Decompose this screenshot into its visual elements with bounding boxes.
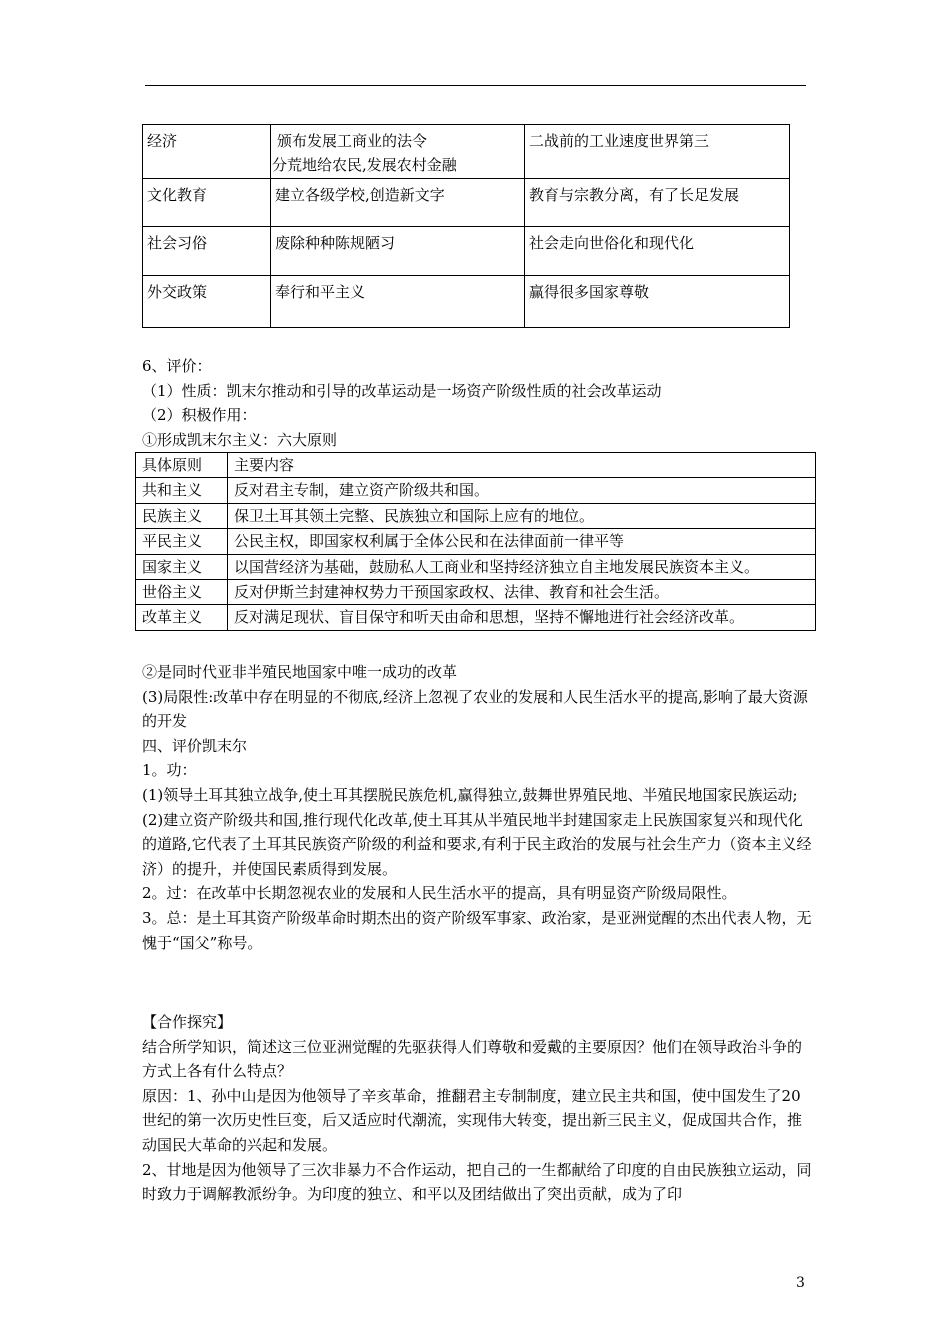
table-cell: 经济	[143, 125, 271, 179]
table-cell: 平民主义	[136, 529, 228, 554]
cooperation-heading: 【合作探究】	[142, 1013, 233, 1031]
merit-paragraph: (1)领导土耳其独立战争,使土耳其摆脱民族危机,赢得独立,鼓舞世界殖民地、半殖民地国家民族运动;	[142, 785, 798, 804]
table-row	[143, 227, 790, 276]
table-cell: 教育与宗教分离，有了长足发展	[525, 179, 790, 227]
table-row	[136, 554, 816, 579]
nature-paragraph: （1）性质：凯末尔推动和引导的改革运动是一场资产阶级性质的社会改革运动	[142, 381, 662, 400]
page-number: 3	[796, 1275, 805, 1291]
kemalism-line: ①形成凯末尔主义：六大原则	[142, 430, 338, 449]
table-row	[136, 580, 816, 605]
table-cell: 建立各级学校,创造新文字	[271, 179, 525, 227]
table-cell: 文化教育	[143, 179, 271, 227]
table-cell: 二战前的工业速度世界第三	[525, 125, 790, 179]
body-text	[142, 660, 812, 955]
table-cell: 奉行和平主义	[271, 276, 525, 328]
header-rule	[145, 85, 806, 86]
positive-heading: （2）积极作用：	[142, 406, 257, 425]
measure-line: 分荒地给农民,发展农村金融	[272, 156, 457, 174]
limitation-paragraph: (3)局限性:改革中存在明显的不彻底,经济上忽视了农业的发展和人民生活水平的提高,影响了最大资源的开发	[142, 687, 808, 731]
table-cell: 民族主义	[136, 503, 228, 528]
table-row	[136, 529, 816, 554]
table-header-cell: 具体原则	[136, 453, 228, 478]
table-row	[136, 605, 816, 630]
cooperation-section	[142, 1010, 812, 1207]
table-cell: 公民主权，即国家权利属于全体公民和在法律面前一律平等	[228, 529, 816, 554]
table-cell: 共和主义	[136, 478, 228, 503]
evaluation-section	[142, 354, 812, 452]
table-cell: 以国营经济为基础，鼓励私人工商业和坚持经济独立自主地发展民族资本主义。	[228, 554, 816, 579]
reason-paragraph: 2、甘地是因为他领导了三次非暴力不合作运动，把自己的一生都献给了印度的自由民族独立运动，同时致力于调解教派纷争。为印度的独立、和平以及团结做出了突出贡献，成为了印	[142, 1160, 812, 1204]
evaluation-heading: 6、评价：	[142, 357, 212, 375]
table-cell: 反对满足现状、盲目保守和听天由命和思想，坚持不懈地进行社会经济改革。	[228, 605, 816, 630]
fault-paragraph: 2。过：在改革中长期忽视农业的发展和人民生活水平的提高，具有明显资产阶级局限性。	[142, 884, 737, 903]
reform-table	[142, 124, 790, 328]
table-cell: 改革主义	[136, 605, 228, 630]
table-cell: 社会走向世俗化和现代化	[525, 227, 790, 276]
table-row	[136, 453, 816, 478]
reason-paragraph: 原因：1、孙中山是因为他领导了辛亥革命，推翻君主专制制度，建立民主共和国，使中国发生了20世纪的第一次历史性巨变，后又适应时代潮流，实现伟大转变，提出新三民主义，促成国共合作，推动国民大革命的兴起和发展。	[142, 1086, 803, 1154]
table-cell: 废除种种陈规陋习	[271, 227, 525, 276]
table-cell: 反对君主专制，建立资产阶级共和国。	[228, 478, 816, 503]
table-row	[143, 276, 790, 328]
table-row	[136, 478, 816, 503]
table-cell: 外交政策	[143, 276, 271, 328]
table-row	[143, 179, 790, 227]
table-row	[136, 503, 816, 528]
principles-table	[135, 452, 816, 631]
table-cell	[271, 125, 525, 179]
table-row	[143, 125, 790, 179]
table-cell: 反对伊斯兰封建神权势力干预国家政权、法律、教育和社会生活。	[228, 580, 816, 605]
measure-line: 颁布发展工商业的法令	[277, 132, 428, 150]
summary-paragraph: 3。总：是土耳其资产阶级革命时期杰出的资产阶级军事家、政治家，是亚洲觉醒的杰出代表人物，无愧于“国父”称号。	[142, 908, 812, 952]
table-cell: 保卫土耳其领土完整、民族独立和国际上应有的地位。	[228, 503, 816, 528]
table-cell: 社会习俗	[143, 227, 271, 276]
section-heading: 四、评价凯末尔	[142, 736, 248, 755]
merit-heading: 1。功：	[142, 761, 197, 780]
table-header-cell: 主要内容	[228, 453, 816, 478]
question-paragraph: 结合所学知识，简述这三位亚洲觉醒的先驱获得人们尊敬和爱戴的主要原因？他们在领导政治斗争的方式上各有什么特点？	[142, 1037, 803, 1081]
table-cell: 国家主义	[136, 554, 228, 579]
table-cell: 世俗主义	[136, 580, 228, 605]
unique-reform-line: ②是同时代亚非半殖民地国家中唯一成功的改革	[142, 663, 458, 681]
table-cell: 赢得很多国家尊敬	[525, 276, 790, 328]
merit-paragraph: (2)建立资产阶级共和国,推行现代化改革,使土耳其从半殖民地半封建国家走上民族国家复兴和现代化的道路,它代表了土耳其民族资产阶级的利益和要求,有利于民主政治的发展与社会生产力（资本主义经济）的提升，并使国民素质得到发展。	[142, 810, 812, 878]
